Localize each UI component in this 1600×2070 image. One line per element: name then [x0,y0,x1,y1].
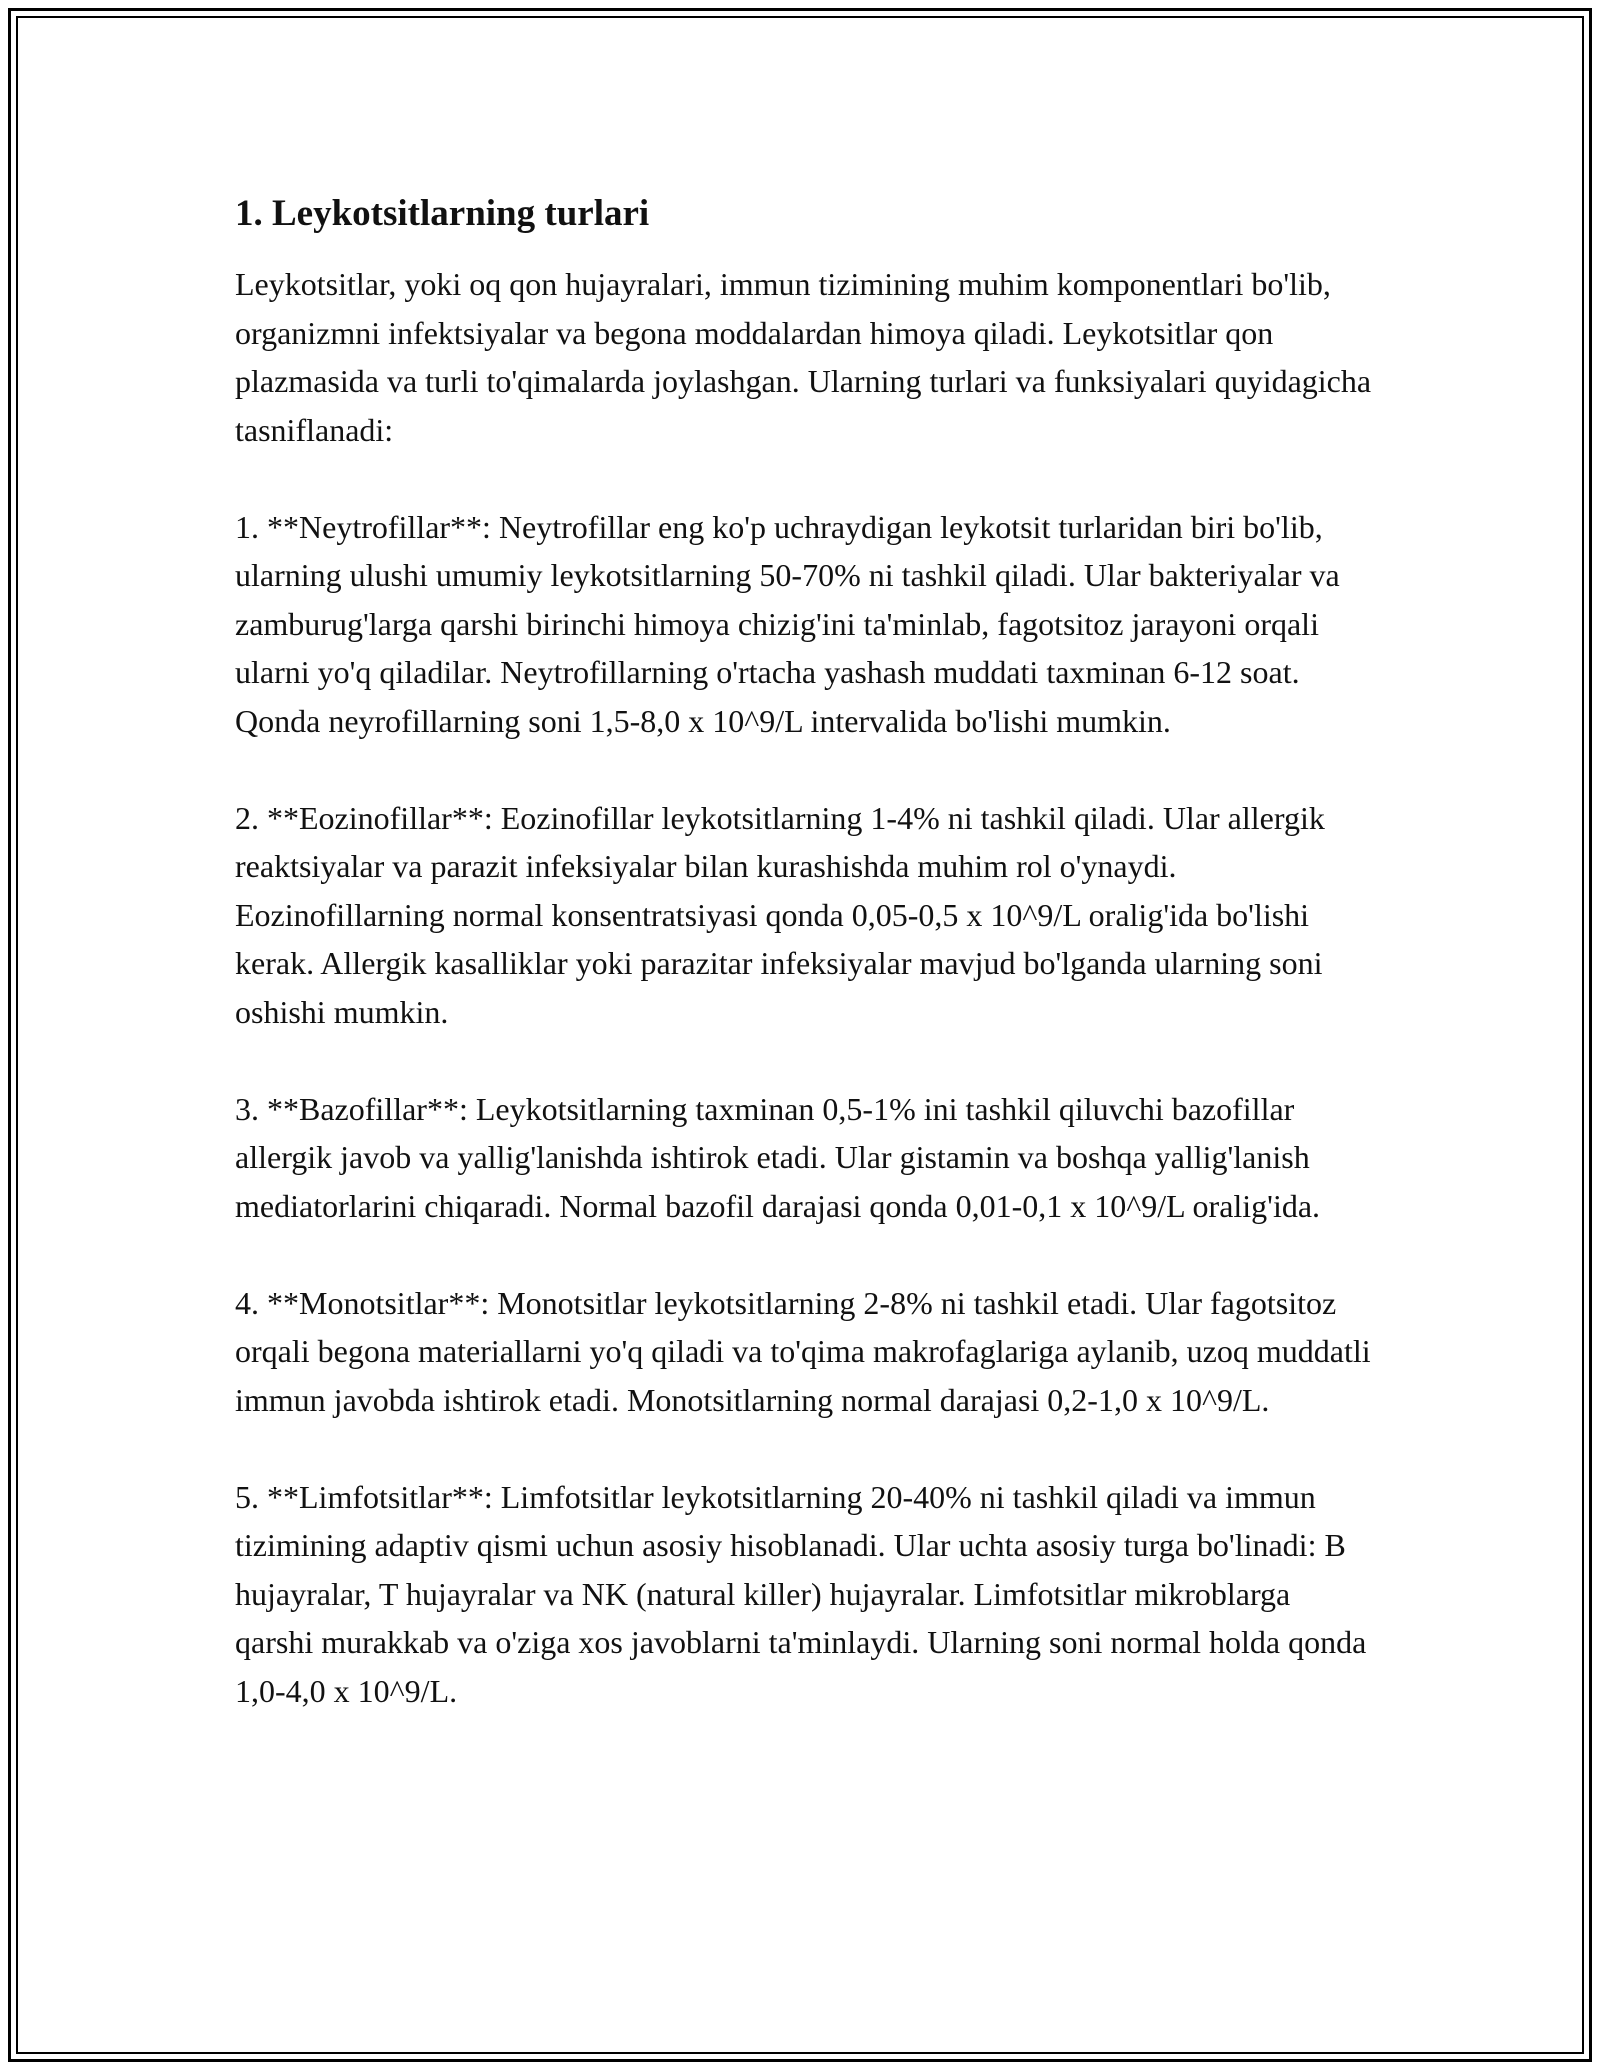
document-body [235,188,1375,1764]
paragraph-limfotsitlar: 5. **Limfotsitlar**: Limfotsitlar leykotsitlarning 20-40% ni tashkil qiladi va immun tizimining adaptiv qismi uchun asosiy hisoblanadi. Ular uchta asosiy turga bo'linadi: B hujayralar, T hujayralar va NK (natural killer) hujayralar. Limfotsitlar mikroblarga qarshi murakkab va o'ziga xos javoblarni ta'minlaydi. Ularning soni normal holda qonda 1,0-4,0 x 10^9/L. [235,1478,1367,1709]
paragraph-neytrofillar: 1. **Neytrofillar**: Neytrofillar eng ko'p uchraydigan leykotsit turlaridan biri bo'lib, ularning ulushi umumiy leykotsitlarning 50-70% ni tashkil qiladi. Ular bakteriyalar va zamburug'larga qarshi birinchi himoya chizig'ini ta'minlab, fagotsitoz jarayoni orqali ularni yo'q qiladilar. Neytrofillarning o'rtacha yashash muddati taxminan 6-12 soat. Qonda neyrofillarning soni 1,5-8,0 x 10^9/L intervalida bo'lishi mumkin. [235,508,1340,739]
paragraph-monotsitlar: 4. **Monotsitlar**: Monotsitlar leykotsitlarning 2-8% ni tashkil etadi. Ular fagotsitoz orqali begona materiallarni yo'q qiladi va to'qima makrofaglariga aylanib, uzoq muddatli immun javobda ishtirok etadi. Monotsitlarning normal darajasi 0,2-1,0 x 10^9/L. [235,1284,1371,1418]
paragraph-bazofillar: 3. **Bazofillar**: Leykotsitlarning taxminan 0,5-1% ini tashkil qiluvchi bazofillar allergik javob va yallig'lanishda ishtirok etadi. Ular gistamin va boshqa yallig'lanish mediatorlarini chiqaradi. Normal bazofil darajasi qonda 0,01-0,1 x 10^9/L oralig'ida. [235,1090,1321,1224]
intro-paragraph: Leykotsitlar, yoki oq qon hujayralari, immun tizimining muhim komponentlari bo'lib, organizmni infektsiyalar va begona moddalardan himoya qiladi. Leykotsitlar qon plazmasida va turli to'qimalarda joylashgan. Ularning turlari va funksiyalari quyidagicha tasniflanadi: [235,266,1372,448]
paragraph-eozinofillar: 2. **Eozinofillar**: Eozinofillar leykotsitlarning 1-4% ni tashkil qiladi. Ular allergik reaktsiyalar va parazit infeksiyalar bilan kurashishda muhim rol o'ynaydi. Eozinofillarning normal konsentratsiyasi qonda 0,05-0,5 x 10^9/L oralig'ida bo'lishi kerak. Allergik kasalliklar yoki parazitar infeksiyalar mavjud bo'lganda ularning soni oshishi mumkin. [235,799,1325,1030]
section-heading: 1. Leykotsitlarning turlari [235,193,650,234]
